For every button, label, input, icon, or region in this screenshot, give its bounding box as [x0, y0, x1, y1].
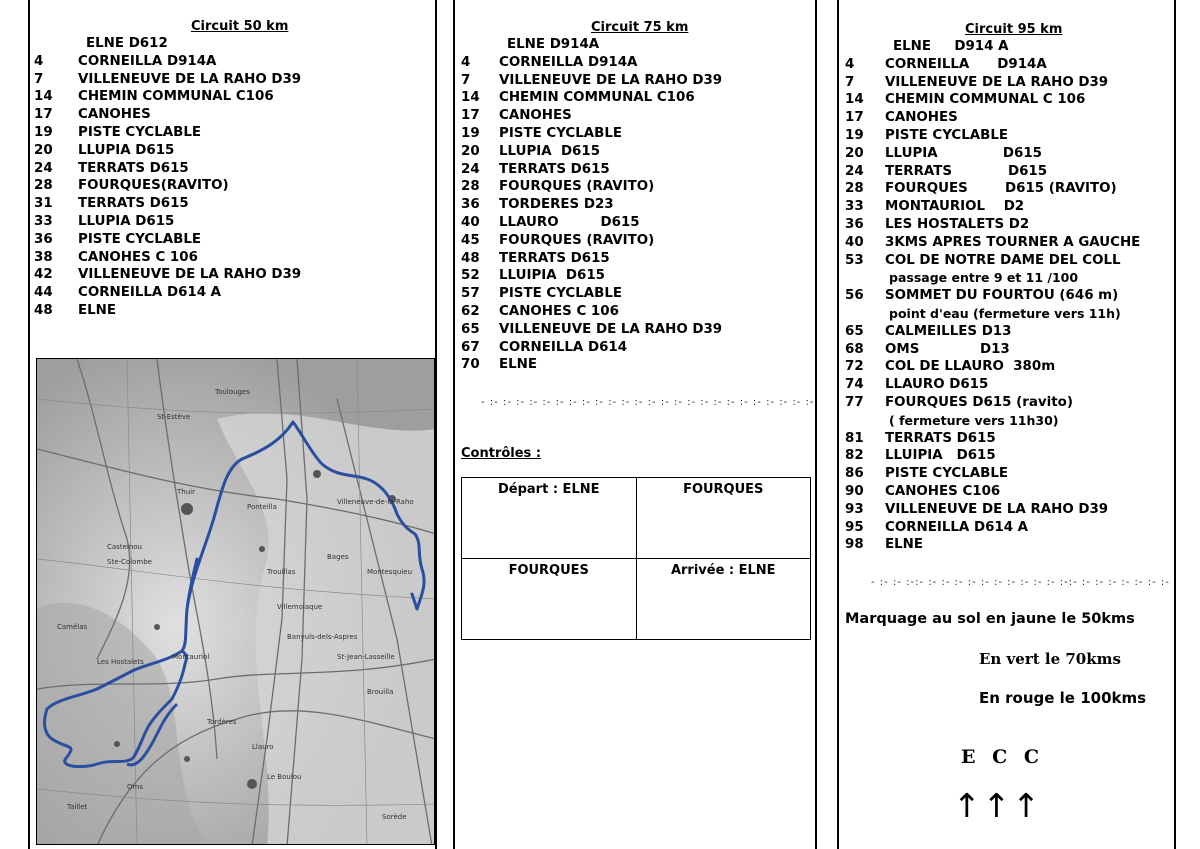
map-label: Le Boulou: [267, 773, 302, 781]
step-km: 28: [34, 178, 53, 194]
marking-70km: En vert le 70kms: [979, 650, 1121, 668]
step-place: CANOHES: [885, 110, 958, 126]
step-place: CANOHES: [499, 108, 572, 124]
step-place: ELNE D612: [86, 36, 168, 51]
step-place: LLAURO D615: [885, 377, 989, 393]
step-place: LLUIPIA D615: [499, 268, 605, 284]
step-row: [845, 56, 1170, 74]
step-place: FOURQUES D615 (RAVITO): [885, 181, 1117, 197]
map-label: Taillet: [67, 803, 88, 811]
step-place: CORNEILLA D914A: [885, 56, 1047, 72]
step-km: 14: [34, 89, 53, 105]
step-place: CORNEILLA D614: [499, 339, 628, 355]
step-row: [461, 125, 811, 143]
panel-circuit-75: [453, 0, 817, 849]
step-km: 36: [845, 216, 864, 232]
step-row: [461, 161, 811, 179]
step-place: CALMEILLES D13: [885, 323, 1012, 339]
step-km: 7: [461, 72, 471, 88]
step-row: [845, 163, 1170, 181]
step-place: TORDERES D23: [499, 197, 614, 213]
step-row: [34, 124, 424, 142]
step-row: [845, 216, 1170, 234]
step-place: FOURQUES (RAVITO): [499, 232, 655, 248]
route-map: [36, 358, 435, 845]
step-km: 90: [845, 483, 864, 499]
step-km: 19: [845, 127, 864, 143]
step-km: 36: [34, 231, 53, 247]
step-place: LLUPIA D615: [885, 145, 1042, 161]
step-km: 95: [845, 519, 864, 535]
step-row: [845, 323, 1170, 341]
map-label: Trouillas: [267, 568, 296, 576]
step-row: [34, 231, 424, 249]
step-km: 24: [461, 161, 480, 177]
step-row: [461, 214, 811, 232]
step-row: [461, 107, 811, 125]
step-km: 36: [461, 197, 480, 213]
step-place: LLUPIA D615: [499, 143, 601, 159]
step-place: PISTE CYCLABLE: [885, 127, 1009, 143]
step-row: [461, 303, 811, 321]
circuit-75-steps: [461, 36, 811, 374]
map-label: Ste-Colombe: [107, 558, 152, 566]
step-km: 44: [34, 285, 53, 301]
step-km: 74: [845, 377, 864, 393]
step-place: VILLENEUVE DE LA RAHO D39: [78, 71, 302, 87]
map-label: Camélas: [57, 623, 88, 631]
step-place: SOMMET DU FOURTOU (646 m): [885, 288, 1119, 304]
step-row: [845, 305, 1170, 323]
step-place: CHEMIN COMMUNAL C 106: [885, 92, 1086, 108]
step-place: CHEMIN COMMUNAL C106: [499, 90, 695, 106]
step-place: PISTE CYCLABLE: [78, 231, 202, 247]
step-row: [845, 412, 1170, 430]
map-label: Tordères: [207, 718, 237, 726]
step-row: [845, 341, 1170, 359]
step-km: 86: [845, 466, 864, 482]
step-place: ELNE: [78, 302, 117, 318]
step-row: [461, 178, 811, 196]
step-row: [34, 35, 424, 53]
step-row: [845, 180, 1170, 198]
step-row: [845, 465, 1170, 483]
step-place: LES HOSTALETS D2: [885, 216, 1030, 232]
step-place: CORNEILLA D614 A: [885, 519, 1029, 535]
step-row: [461, 321, 811, 339]
step-km: 72: [845, 359, 864, 375]
step-row: [461, 89, 811, 107]
step-row: [34, 213, 424, 231]
step-note: passage entre 9 et 11 /100: [889, 270, 1079, 286]
step-place: ELNE D914A: [507, 37, 600, 52]
circuit-50-steps: [34, 35, 424, 320]
map-label: Oms: [127, 783, 143, 791]
step-place: CHEMIN COMMUNAL C106: [78, 89, 274, 105]
step-row: [845, 519, 1170, 537]
step-row: [845, 145, 1170, 163]
step-place: PISTE CYCLABLE: [499, 286, 623, 302]
step-km: 24: [845, 163, 864, 179]
step-km: 33: [34, 213, 53, 229]
marking-100km: En rouge le 100kms: [979, 689, 1147, 707]
map-label: Ponteilla: [247, 503, 277, 511]
step-km: 20: [845, 145, 864, 161]
step-row: [845, 430, 1170, 448]
step-km: 77: [845, 394, 864, 410]
up-arrows-icon: ↑↑↑: [953, 786, 1042, 825]
step-place: ELNE D914 A: [893, 39, 1009, 54]
map-label: Montauriol: [172, 653, 210, 661]
step-place: 3KMS APRES TOURNER A GAUCHE: [885, 234, 1141, 250]
step-place: CORNEILLA D914A: [499, 54, 638, 70]
step-place: TERRATS D615: [885, 430, 996, 446]
circuit-95-title: Circuit 95 km: [965, 22, 1063, 37]
step-row: [845, 501, 1170, 519]
step-place: CORNEILLA D914A: [78, 53, 217, 69]
step-place: COL DE LLAURO 380m: [885, 359, 1056, 375]
step-row: [845, 234, 1170, 252]
step-place: VILLENEUVE DE LA RAHO D39: [885, 501, 1109, 517]
map-label: Villeneuve-de-la-Raho: [337, 498, 414, 506]
step-km: 65: [845, 323, 864, 339]
step-km: 93: [845, 501, 864, 517]
step-row: [845, 252, 1170, 270]
step-km: 28: [845, 181, 864, 197]
step-km: 4: [845, 56, 855, 72]
step-place: COL DE NOTRE DAME DEL COLL: [885, 252, 1121, 268]
step-place: CANOHES C 106: [78, 249, 198, 265]
step-place: LLUPIA D615: [78, 213, 175, 229]
step-place: LLUIPIA D615: [885, 448, 996, 464]
step-place: LLAURO D615: [499, 214, 640, 230]
map-label: St-Estève: [157, 413, 191, 421]
step-km: 17: [461, 108, 480, 124]
circuit-95-steps: [845, 38, 1170, 554]
step-row: [845, 376, 1170, 394]
step-km: 82: [845, 448, 864, 464]
step-km: 65: [461, 321, 480, 337]
step-row: [34, 249, 424, 267]
separator-75: - :- :- :- :- :- :- :- :- :- :- :- :- :- :- :- :- :- :- :- :- :- :- :- :- :-: [481, 397, 815, 408]
step-km: 14: [461, 90, 480, 106]
step-place: ELNE: [499, 357, 538, 373]
step-km: 48: [461, 250, 480, 266]
step-place: LLUPIA D615: [78, 142, 175, 158]
control-fourques-1: FOURQUES: [636, 478, 811, 559]
step-km: 52: [461, 268, 480, 284]
club-name: E C C: [961, 746, 1044, 768]
step-row: [461, 250, 811, 268]
step-place: TERRATS D615: [499, 161, 610, 177]
step-place: CORNEILLA D614 A: [78, 285, 222, 301]
step-km: 81: [845, 430, 864, 446]
circuit-75-title: Circuit 75 km: [591, 20, 689, 35]
step-km: 17: [845, 110, 864, 126]
step-row: [845, 394, 1170, 412]
step-km: 19: [461, 125, 480, 141]
step-place: VILLENEUVE DE LA RAHO D39: [885, 74, 1109, 90]
control-arrivee: Arrivée : ELNE: [636, 559, 811, 640]
step-row: [34, 302, 424, 320]
map-label: Villemolaque: [277, 603, 323, 611]
map-label: Banyuls-dels-Aspres: [287, 633, 358, 641]
step-place: FOURQUES D615 (ravito): [885, 394, 1073, 410]
separator-95: - :- :- :-:- :- :- :- :- :- :- :- :- :- :- :-:- :- :- :- :- :- :- :-: [871, 577, 1170, 588]
step-note: ( fermeture vers 11h30): [889, 412, 1059, 428]
step-place: PISTE CYCLABLE: [499, 125, 623, 141]
step-row: [34, 195, 424, 213]
step-row: [461, 356, 811, 374]
step-place: MONTAURIOL D2: [885, 199, 1025, 215]
step-row: [461, 267, 811, 285]
step-row: [34, 177, 424, 195]
map-label: Toulouges: [215, 388, 250, 396]
map-label: Bages: [327, 553, 349, 561]
step-km: 56: [845, 288, 864, 304]
step-row: [845, 269, 1170, 287]
step-place: TERRATS D615: [78, 196, 189, 212]
map-label: Sorède: [382, 813, 407, 821]
step-km: 48: [34, 302, 53, 318]
step-km: 57: [461, 286, 480, 302]
step-row: [845, 483, 1170, 501]
map-label: St-Jean-Lasseille: [337, 653, 395, 661]
step-row: [461, 196, 811, 214]
step-km: 20: [34, 142, 53, 158]
step-place: CANOHES C 106: [499, 303, 619, 319]
map-label: Brouilla: [367, 688, 394, 696]
step-km: 53: [845, 252, 864, 268]
step-km: 62: [461, 303, 480, 319]
step-row: [461, 143, 811, 161]
step-km: 24: [34, 160, 53, 176]
step-km: 68: [845, 341, 864, 357]
step-km: 7: [845, 74, 855, 90]
step-place: OMS D13: [885, 341, 1010, 357]
step-row: [845, 287, 1170, 305]
step-place: VILLENEUVE DE LA RAHO D39: [499, 321, 723, 337]
step-row: [461, 72, 811, 90]
step-row: [845, 38, 1170, 56]
map-label: Llauro: [252, 743, 274, 751]
control-depart: Départ : ELNE: [462, 478, 637, 559]
step-place: VILLENEUVE DE LA RAHO D39: [499, 72, 723, 88]
step-km: 40: [845, 234, 864, 250]
step-row: [461, 339, 811, 357]
step-row: [845, 91, 1170, 109]
control-fourques-2: FOURQUES: [462, 559, 637, 640]
step-km: 42: [34, 267, 53, 283]
step-km: 7: [34, 71, 44, 87]
step-place: PISTE CYCLABLE: [78, 124, 202, 140]
controls-table: [461, 477, 811, 640]
step-km: 70: [461, 357, 480, 373]
step-place: TERRATS D615: [885, 163, 1048, 179]
step-row: [845, 198, 1170, 216]
step-row: [34, 88, 424, 106]
map-label: Thuir: [177, 488, 195, 496]
step-row: [34, 160, 424, 178]
step-row: [34, 106, 424, 124]
circuit-50-title: Circuit 50 km: [191, 19, 289, 34]
route-map-svg: [37, 359, 435, 845]
step-km: 20: [461, 143, 480, 159]
step-row: [845, 74, 1170, 92]
step-row: [34, 53, 424, 71]
step-row: [461, 36, 811, 54]
step-row: [845, 109, 1170, 127]
step-row: [34, 284, 424, 302]
step-place: FOURQUES (RAVITO): [499, 179, 655, 195]
step-km: 17: [34, 107, 53, 123]
step-km: 40: [461, 214, 480, 230]
step-row: [845, 447, 1170, 465]
step-row: [845, 127, 1170, 145]
step-km: 19: [34, 124, 53, 140]
step-place: FOURQUES(RAVITO): [78, 178, 229, 194]
step-row: [461, 54, 811, 72]
step-row: [461, 285, 811, 303]
step-km: 45: [461, 232, 480, 248]
step-place: PISTE CYCLABLE: [885, 466, 1009, 482]
map-label: Montesquieu: [367, 568, 413, 576]
step-place: TERRATS D615: [78, 160, 189, 176]
panel-circuit-50: [28, 0, 437, 849]
map-label: Castelnou: [107, 543, 142, 551]
step-row: [34, 142, 424, 160]
step-place: ELNE: [885, 537, 924, 553]
step-km: 67: [461, 339, 480, 355]
step-km: 28: [461, 179, 480, 195]
step-row: [34, 266, 424, 284]
step-place: CANOHES C106: [885, 483, 1001, 499]
step-row: [845, 536, 1170, 554]
step-km: 38: [34, 249, 53, 265]
step-km: 31: [34, 196, 53, 212]
step-km: 33: [845, 199, 864, 215]
step-note: point d'eau (fermeture vers 11h): [889, 305, 1121, 321]
step-km: 4: [461, 54, 471, 70]
step-place: CANOHES: [78, 107, 151, 123]
step-row: [845, 358, 1170, 376]
controls-title: Contrôles :: [461, 446, 542, 461]
step-row: [461, 232, 811, 250]
step-km: 14: [845, 92, 864, 108]
panel-circuit-95: [837, 0, 1176, 849]
step-km: 98: [845, 537, 864, 553]
step-row: [34, 71, 424, 89]
step-km: 4: [34, 53, 44, 69]
marking-50km: Marquage au sol en jaune le 50kms: [845, 611, 1135, 627]
map-label: Les Hostalets: [97, 658, 144, 666]
step-place: TERRATS D615: [499, 250, 610, 266]
step-place: VILLENEUVE DE LA RAHO D39: [78, 267, 302, 283]
